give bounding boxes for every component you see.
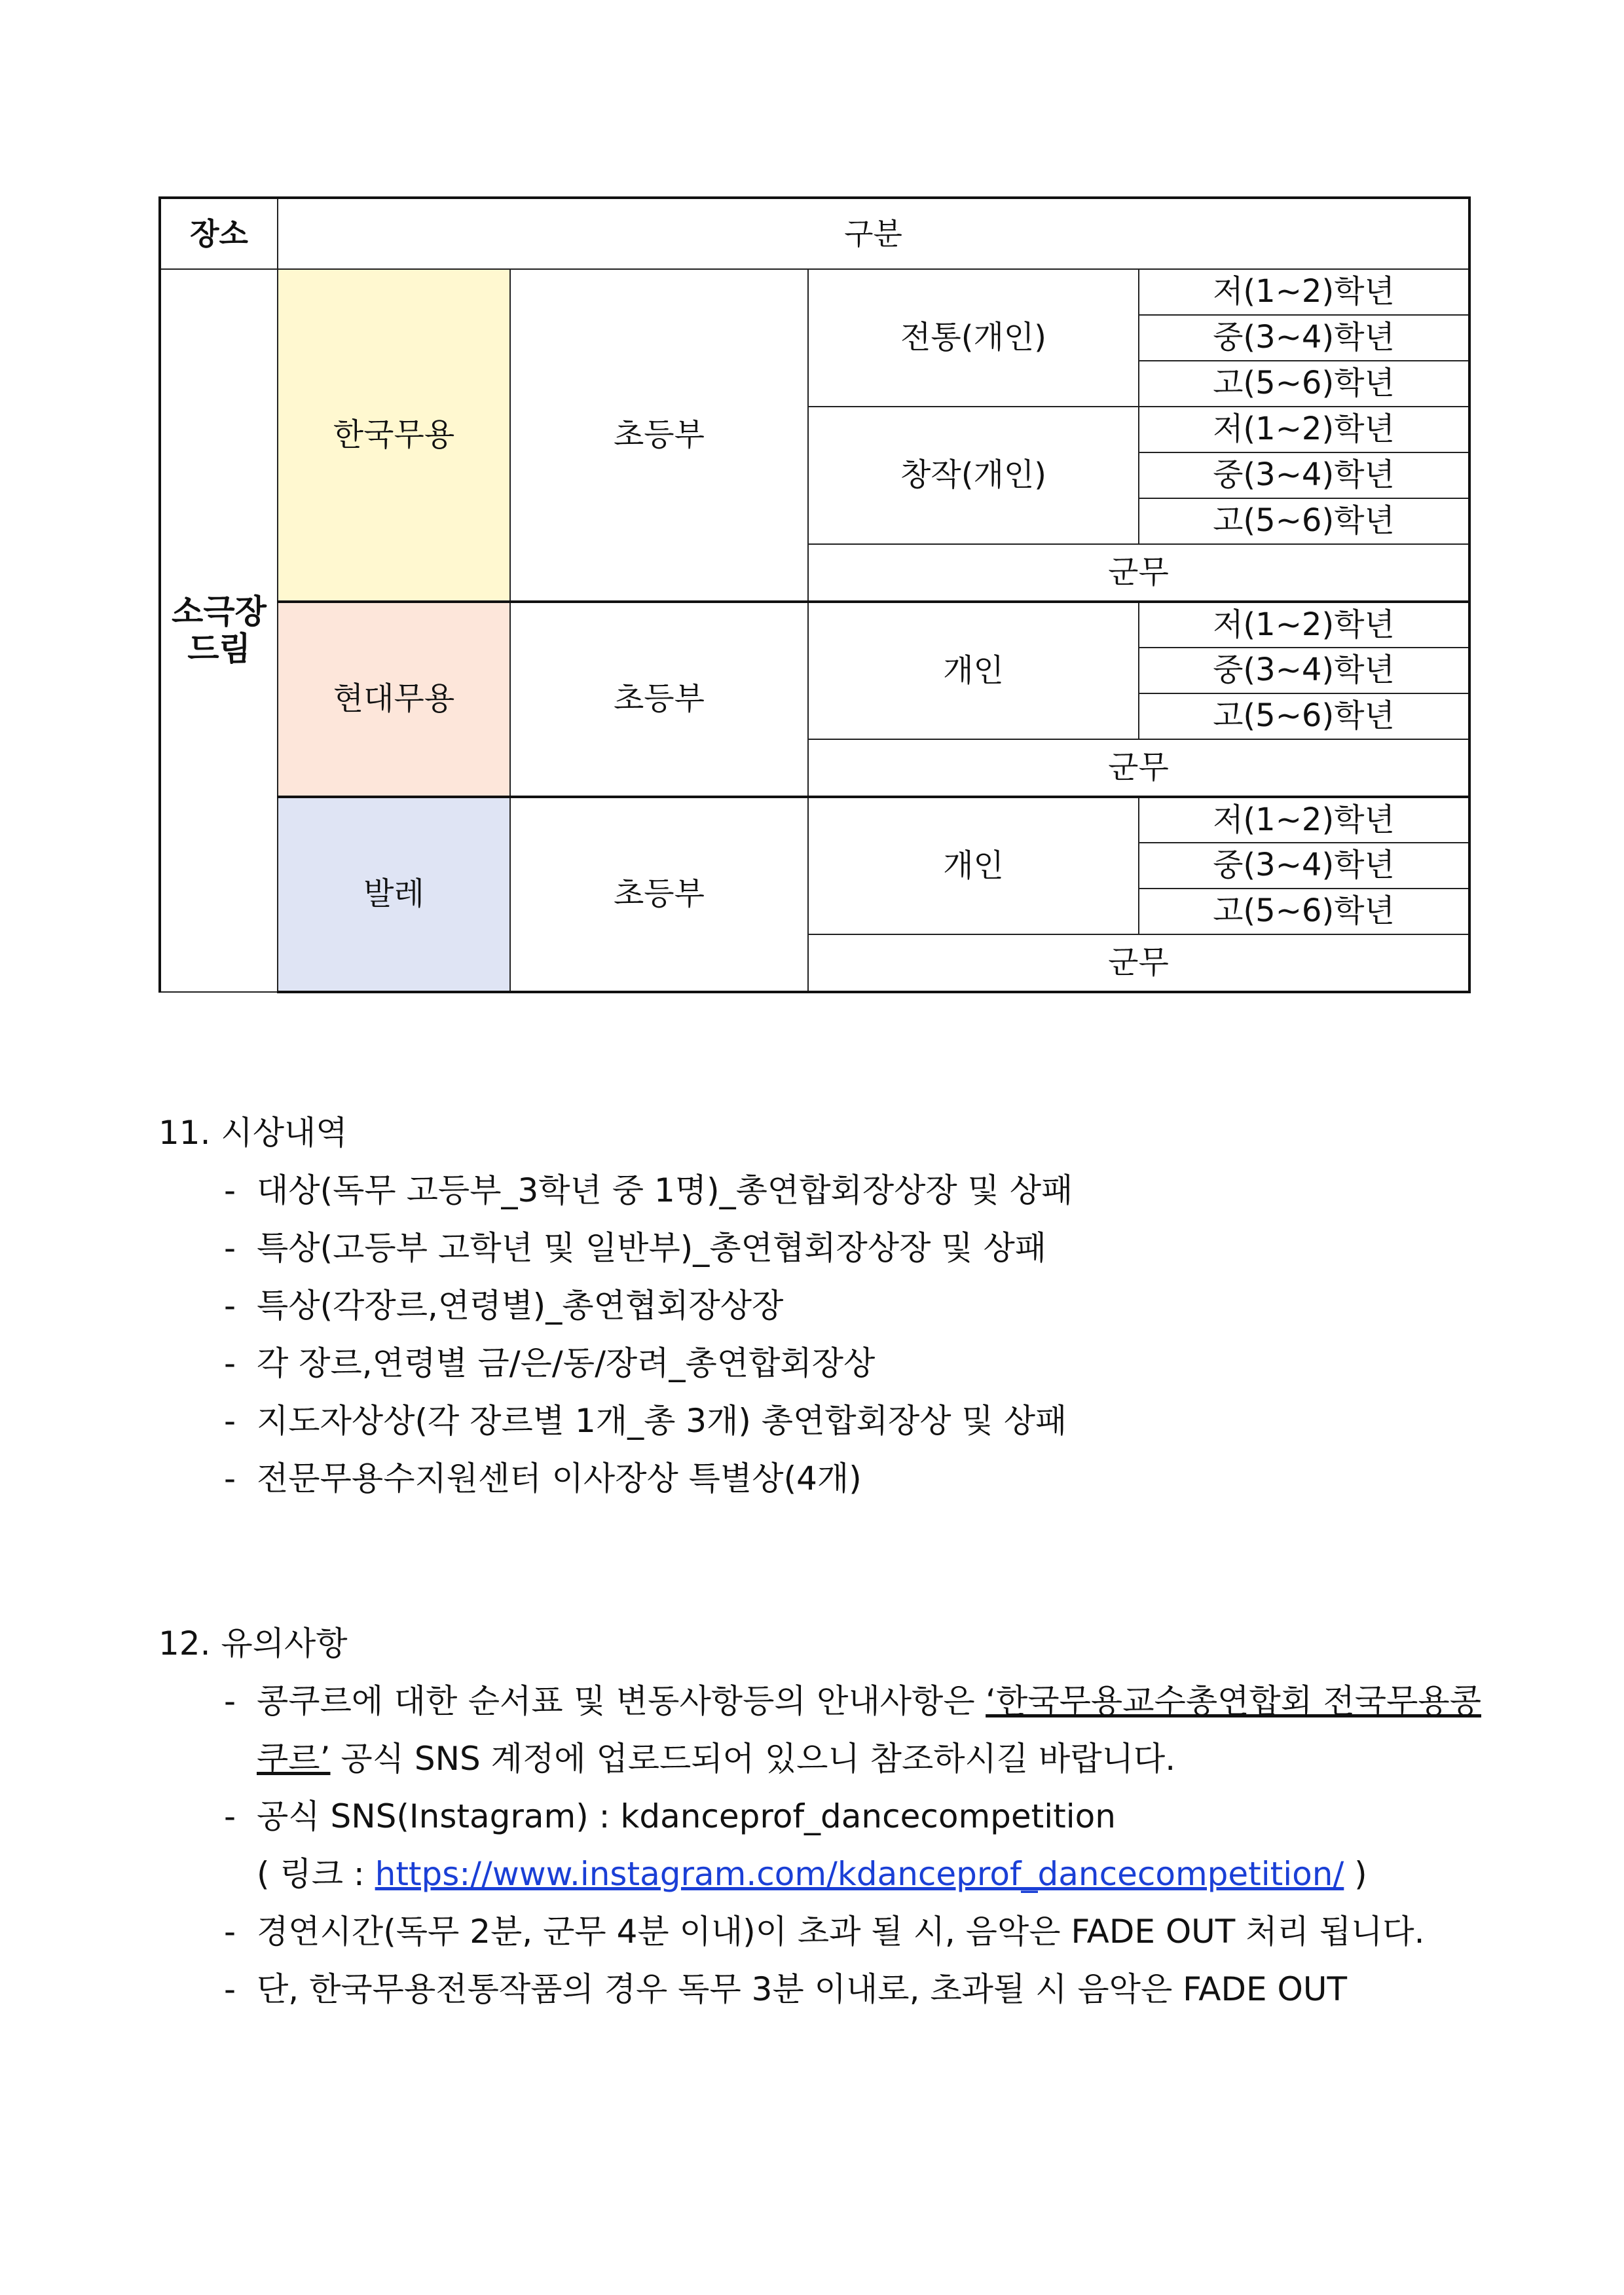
grade-cell: 저(1~2)학년 <box>1139 797 1469 843</box>
list-item: - 각 장르,연령별 금/은/동/장려_총연합회장상 <box>224 1344 876 1382</box>
grade-cell: 저(1~2)학년 <box>1139 407 1469 452</box>
awards-section <box>158 1104 1481 1507</box>
notes-section <box>158 1615 1481 2018</box>
ballet-group: 군무 <box>808 934 1469 992</box>
list-item: - 경연시간(독무 2분, 군무 4분 이내)이 초과 될 시, 음악은 FADE OUT 처리 됩니다. <box>224 1913 1425 1951</box>
list-item: - 콩쿠르에 대한 순서표 및 변동사항등의 안내사항은 ‘한국무용교수총연합회 전국무용콩쿠르’ 공식 SNS 계정에 업로드되어 있으니 참조하시길 바랍니다. <box>224 1682 1481 1778</box>
ballet-individual: 개인 <box>808 797 1139 934</box>
grade-cell: 중(3~4)학년 <box>1139 452 1469 498</box>
grade-cell: 중(3~4)학년 <box>1139 648 1469 693</box>
grade-cell: 저(1~2)학년 <box>1139 269 1469 315</box>
grade-cell: 고(5~6)학년 <box>1139 889 1469 934</box>
grade-cell: 저(1~2)학년 <box>1139 602 1469 648</box>
division-ballet: 초등부 <box>510 797 808 992</box>
list-item: - 특상(각장르,연령별)_총연협회장상장 <box>224 1287 784 1325</box>
competition-name: ‘한국무용교수총연합회 전국무용콩쿠르’ <box>257 1682 1481 1778</box>
modern-group: 군무 <box>808 739 1469 797</box>
notes-list <box>158 1672 1481 2018</box>
grade-cell: 고(5~6)학년 <box>1139 361 1469 407</box>
competition-schedule-table <box>158 196 1471 993</box>
modern-individual: 개인 <box>808 602 1139 739</box>
notes-title: 12. 유의사항 <box>158 1625 348 1662</box>
korean-creative: 창작(개인) <box>808 407 1139 544</box>
grade-cell: 중(3~4)학년 <box>1139 315 1469 361</box>
korean-traditional: 전통(개인) <box>808 269 1139 407</box>
header-category: 구분 <box>278 198 1469 269</box>
genre-korean: 한국무용 <box>278 269 510 602</box>
awards-title: 11. 시상내역 <box>158 1114 348 1152</box>
list-item: - 공식 SNS(Instagram) : kdanceprof_dancecompetition <box>224 1797 1116 1835</box>
list-item: - 특상(고등부 고학년 및 일반부)_총연협회장상장 및 상패 <box>224 1229 1047 1267</box>
grade-cell: 중(3~4)학년 <box>1139 843 1469 889</box>
list-item: - 대상(독무 고등부_3학년 중 1명)_총연합회장상장 및 상패 <box>224 1171 1073 1209</box>
korean-group: 군무 <box>808 544 1469 602</box>
header-venue: 장소 <box>160 198 278 269</box>
grade-cell: 고(5~6)학년 <box>1139 498 1469 544</box>
venue-cell: 소극장 드림 <box>160 269 278 992</box>
division-korean: 초등부 <box>510 269 808 602</box>
division-modern: 초등부 <box>510 602 808 797</box>
link-line: ( 링크 : https://www.instagram.com/kdanceprof_dancecompetition/ ) <box>257 1855 1367 1893</box>
genre-modern: 현대무용 <box>278 602 510 797</box>
grade-cell: 고(5~6)학년 <box>1139 693 1469 739</box>
list-item: - 단, 한국무용전통작품의 경우 독무 3분 이내로, 초과될 시 음악은 FADE OUT <box>224 1970 1347 2008</box>
genre-ballet: 발레 <box>278 797 510 992</box>
awards-list <box>158 1162 1481 1507</box>
instagram-link[interactable]: https://www.instagram.com/kdanceprof_dancecompetition/ <box>375 1855 1344 1893</box>
list-item: - 지도자상상(각 장르별 1개_총 3개) 총연합회장상 및 상패 <box>224 1402 1067 1440</box>
list-item: - 전문무용수지원센터 이사장상 특별상(4개) <box>224 1460 862 1497</box>
